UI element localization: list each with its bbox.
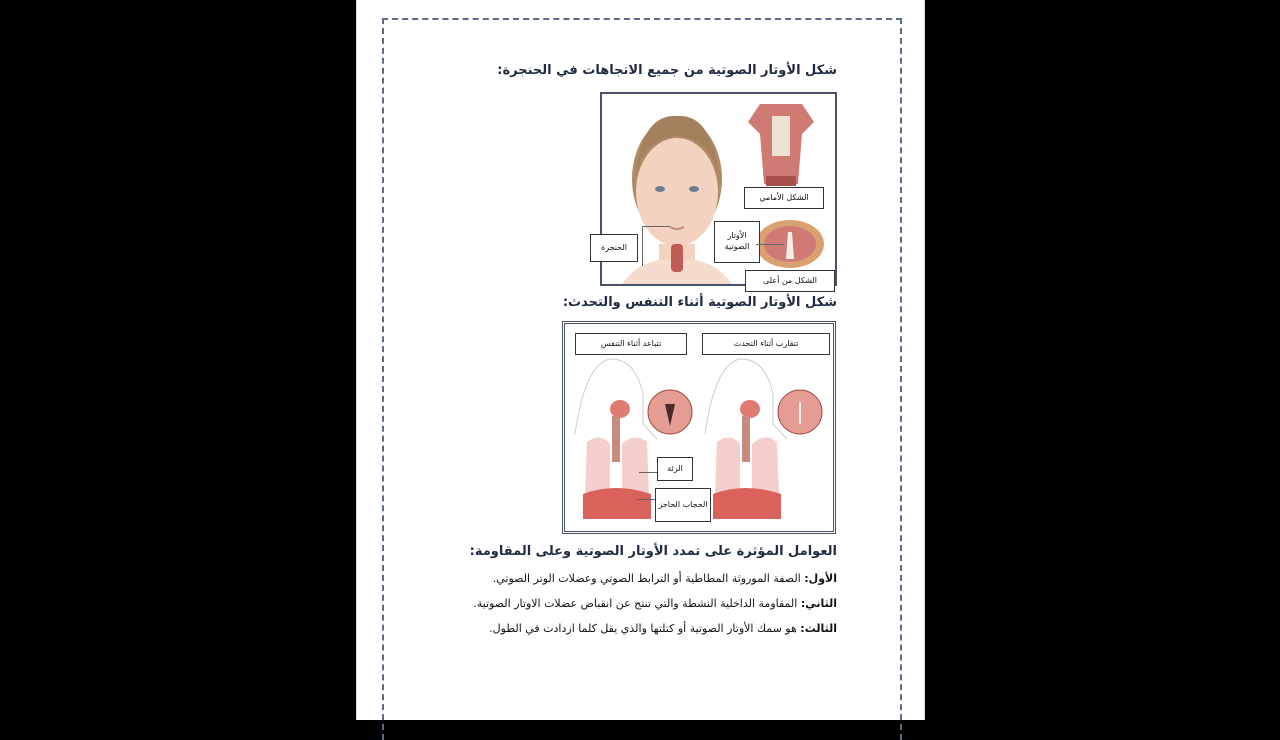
speaking-diagram [705, 359, 822, 519]
factor-item-2 [473, 597, 837, 610]
label-lung: الرئة [657, 457, 693, 481]
document-page [356, 0, 925, 720]
label-front-view: الشكل الأمامي [744, 187, 824, 209]
label-top-view: الشكل من أعلى [745, 270, 835, 292]
factor-text: الصفة الموروثة المطاطية أو الترابط الصوتي وعضلات الوتر الصوتي. [492, 572, 805, 585]
larynx-front-view [748, 104, 814, 186]
factor-label: الثالث: [800, 622, 837, 635]
factor-text: هو سمك الأوتار الصوتية أو كتلتها والذي يقل كلما ازدادت في الطول. [489, 622, 801, 635]
larynx-views-figure [600, 92, 837, 286]
breathing-speaking-figure [562, 321, 836, 534]
factor-item-1 [493, 572, 837, 585]
factor-item-3 [489, 622, 837, 635]
leader-line [642, 226, 670, 227]
section2-heading: شكل الأوتار الصوتية أثناء التنفس والتحدث: [562, 295, 837, 310]
leader-line [639, 472, 657, 473]
section3-heading: العوامل المؤثرة على تمدد الأوتار الصوتية وعلى المقاومة: [469, 544, 837, 559]
label-breathing: تتباعد أثناء التنفس [575, 333, 687, 355]
factor-label: الأول: [804, 572, 837, 585]
leader-line [756, 244, 784, 245]
factor-label: الثاني: [800, 597, 837, 610]
label-diaphragm: الحجاب الحاجز [655, 488, 711, 522]
leader-line [637, 499, 655, 500]
leader-line [642, 226, 643, 266]
factor-text: المقاومة الداخلية النشطة والتي تنتج عن انقباض عضلات الاوتار الصوتية. [473, 597, 801, 610]
label-larynx: الحنجرة [590, 234, 638, 262]
section1-heading: شكل الأوتار الصوتية من جميع الاتجاهات في الحنجرة: [497, 63, 837, 78]
label-speaking: تتقارب أثناء التحدث [702, 333, 830, 355]
label-vocal-cords: الأوتار الصوتية [714, 221, 760, 263]
